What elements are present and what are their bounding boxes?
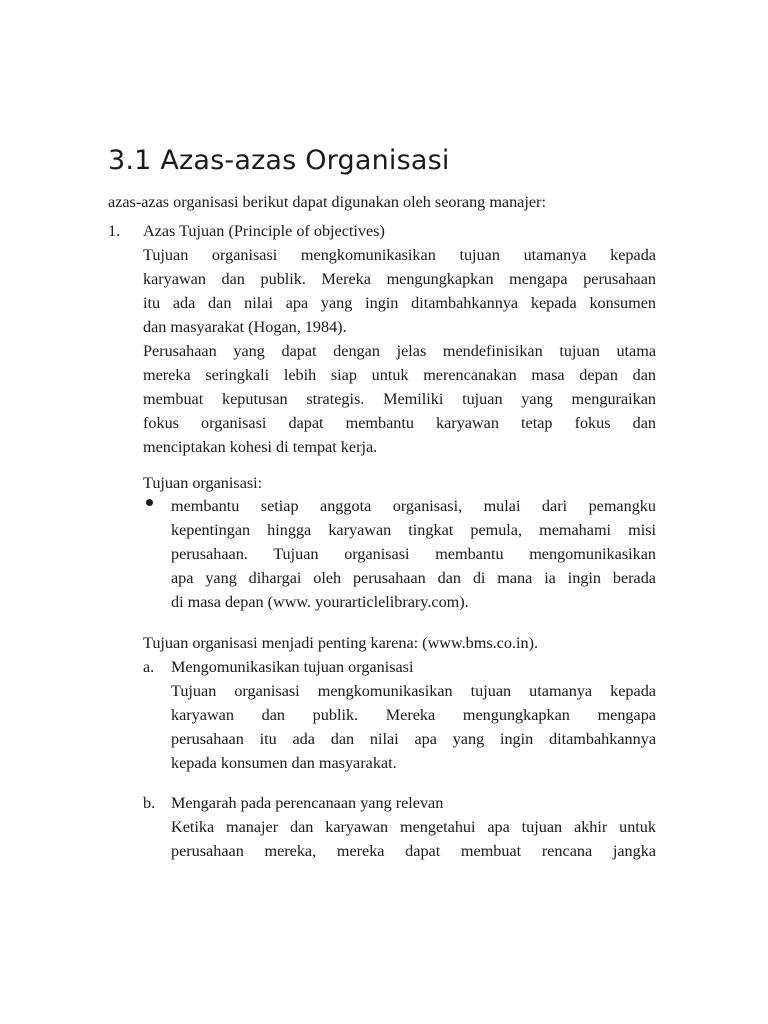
bullet-line: membantu setiap anggota organisasi, mulai dari pemangku (171, 497, 656, 515)
bullet-line: kepentingan hingga karyawan tingkat pemula, memahami misi (171, 521, 656, 539)
sub-item-line: Tujuan organisasi mengkomunikasikan tujuan utamanya kepada (171, 682, 656, 700)
sub-item-line: Ketika manajer dan karyawan mengetahui apa tujuan akhir untuk (171, 818, 656, 836)
sub-item-line: karyawan dan publik. Mereka mengungkapkan mengapa (171, 706, 656, 724)
sub-item-line: perusahaan mereka, mereka dapat membuat rencana jangka (171, 842, 656, 860)
sub-item-line: perusahaan itu ada dan nilai apa yang ingin ditambahkannya (171, 730, 656, 748)
paragraph-line: fokus organisasi dapat membantu karyawan tetap fokus dan (143, 414, 656, 432)
paragraph-line: itu ada dan nilai apa yang ingin ditambahkannya kepada konsumen (143, 294, 656, 312)
importance-label: Tujuan organisasi menjadi penting karena: (www.bms.co.in). (143, 634, 539, 652)
item-title: Azas Tujuan (Principle of objectives) (143, 222, 385, 240)
paragraph-line: karyawan dan publik. Mereka mengungkapkan mengapa perusahaan (143, 270, 656, 288)
bullet-line: di masa depan (www. yourarticlelibrary.com). (171, 593, 469, 611)
section-heading: 3.1 Azas-azas Organisasi (108, 145, 450, 176)
paragraph-line: menciptakan kohesi di tempat kerja. (143, 438, 378, 456)
sub-item-title: Mengomunikasikan tujuan organisasi (171, 658, 414, 676)
bullet-line: apa yang dihargai oleh perusahaan dan di mana ia ingin berada (171, 569, 656, 587)
sub-item-line: kepada konsumen dan masyarakat. (171, 754, 397, 772)
sub-item-marker: b. (143, 794, 156, 812)
paragraph-line: mereka seringkali lebih siap untuk merencanakan masa depan dan (143, 366, 656, 384)
paragraph-line: dan masyarakat (Hogan, 1984). (143, 318, 347, 336)
paragraph-line: Tujuan organisasi mengkomunikasikan tujuan utamanya kepada (143, 246, 656, 264)
goals-label: Tujuan organisasi: (143, 474, 263, 492)
paragraph-line: membuat keputusan strategis. Memiliki tujuan yang menguraikan (143, 390, 656, 408)
bullet-line: perusahaan. Tujuan organisasi membantu mengomunikasikan (171, 545, 656, 563)
intro-text: azas-azas organisasi berikut dapat digunakan oleh seorang manajer: (108, 193, 546, 211)
sub-item-marker: a. (143, 658, 155, 676)
paragraph-line: Perusahaan yang dapat dengan jelas mendefinisikan tujuan utama (143, 342, 656, 360)
list-number: 1. (108, 222, 121, 240)
sub-item-title: Mengarah pada perencanaan yang relevan (171, 794, 444, 812)
bullet-icon (146, 499, 153, 506)
